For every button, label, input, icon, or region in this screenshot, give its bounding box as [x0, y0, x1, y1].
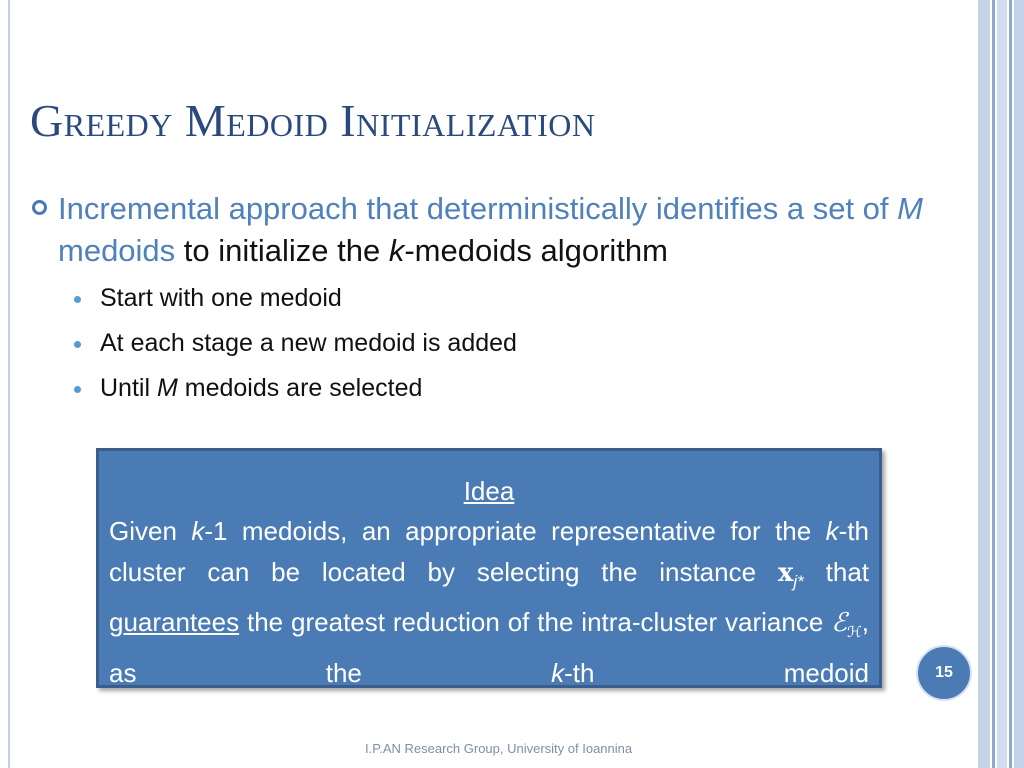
dot-bullet-icon	[74, 341, 81, 348]
idea-heading: Idea	[463, 476, 515, 506]
footer-text: I.P.AN Research Group, University of Ioannina	[365, 741, 633, 756]
idea-var-k: k	[551, 658, 565, 689]
sub-bullet-text-pre: Until	[100, 374, 157, 402]
idea-text-part: the greatest reduction of the intra-cluster variance	[239, 607, 832, 638]
main-bullet-text: to initialize the	[175, 233, 389, 268]
idea-text-part: -th medoid	[564, 658, 869, 689]
dot-bullet-icon	[74, 386, 81, 393]
left-border-rule	[8, 0, 10, 768]
idea-text-part: -th cluster can be located by selecting the instance	[109, 516, 869, 587]
idea-text-part: -1 medoids, an appropriate representative for the	[204, 516, 826, 546]
sub-bullet-text: Start with one medoid	[100, 284, 342, 312]
slide-title: Greedy Medoid Initialization	[30, 95, 596, 146]
sub-bullet-item	[30, 321, 960, 366]
decorative-side-stripes	[978, 0, 1024, 768]
idea-text-part: , as the	[109, 607, 869, 689]
page-number-badge: 15	[916, 645, 972, 701]
math-x-symbol: x	[777, 558, 794, 588]
sub-bullet-item	[30, 276, 960, 321]
main-bullet-var-m: M	[897, 191, 923, 226]
main-bullet	[30, 188, 960, 272]
idea-box	[96, 448, 882, 688]
main-bullet-medoids: medoids	[58, 233, 176, 268]
idea-var-k: k	[825, 516, 839, 546]
math-x-subscript: j*	[793, 572, 804, 592]
ring-bullet-icon	[32, 200, 47, 215]
idea-text-part: Given	[109, 516, 192, 546]
slide-content	[30, 188, 960, 411]
sub-bullet-var-m: M	[156, 374, 178, 402]
idea-text-part: that	[803, 557, 870, 587]
sub-bullet-list	[30, 276, 960, 411]
idea-text	[109, 511, 869, 694]
sub-bullet-text: At each stage a new medoid is added	[100, 329, 517, 357]
math-variance-symbol: ℰ	[831, 608, 847, 639]
main-bullet-text-end: -medoids algorithm	[404, 233, 668, 268]
main-bullet-var-k: k	[388, 233, 405, 268]
dot-bullet-icon	[74, 296, 81, 303]
math-variance-subscript: ℋ	[846, 624, 862, 642]
idea-var-k: k	[191, 516, 205, 546]
sub-bullet-item	[30, 366, 960, 411]
idea-guarantees-underlined: guarantees	[109, 607, 240, 638]
main-bullet-text-accent: Incremental approach that deterministically identifies a set of	[58, 191, 898, 226]
sub-bullet-text-post: medoids are selected	[177, 374, 423, 402]
